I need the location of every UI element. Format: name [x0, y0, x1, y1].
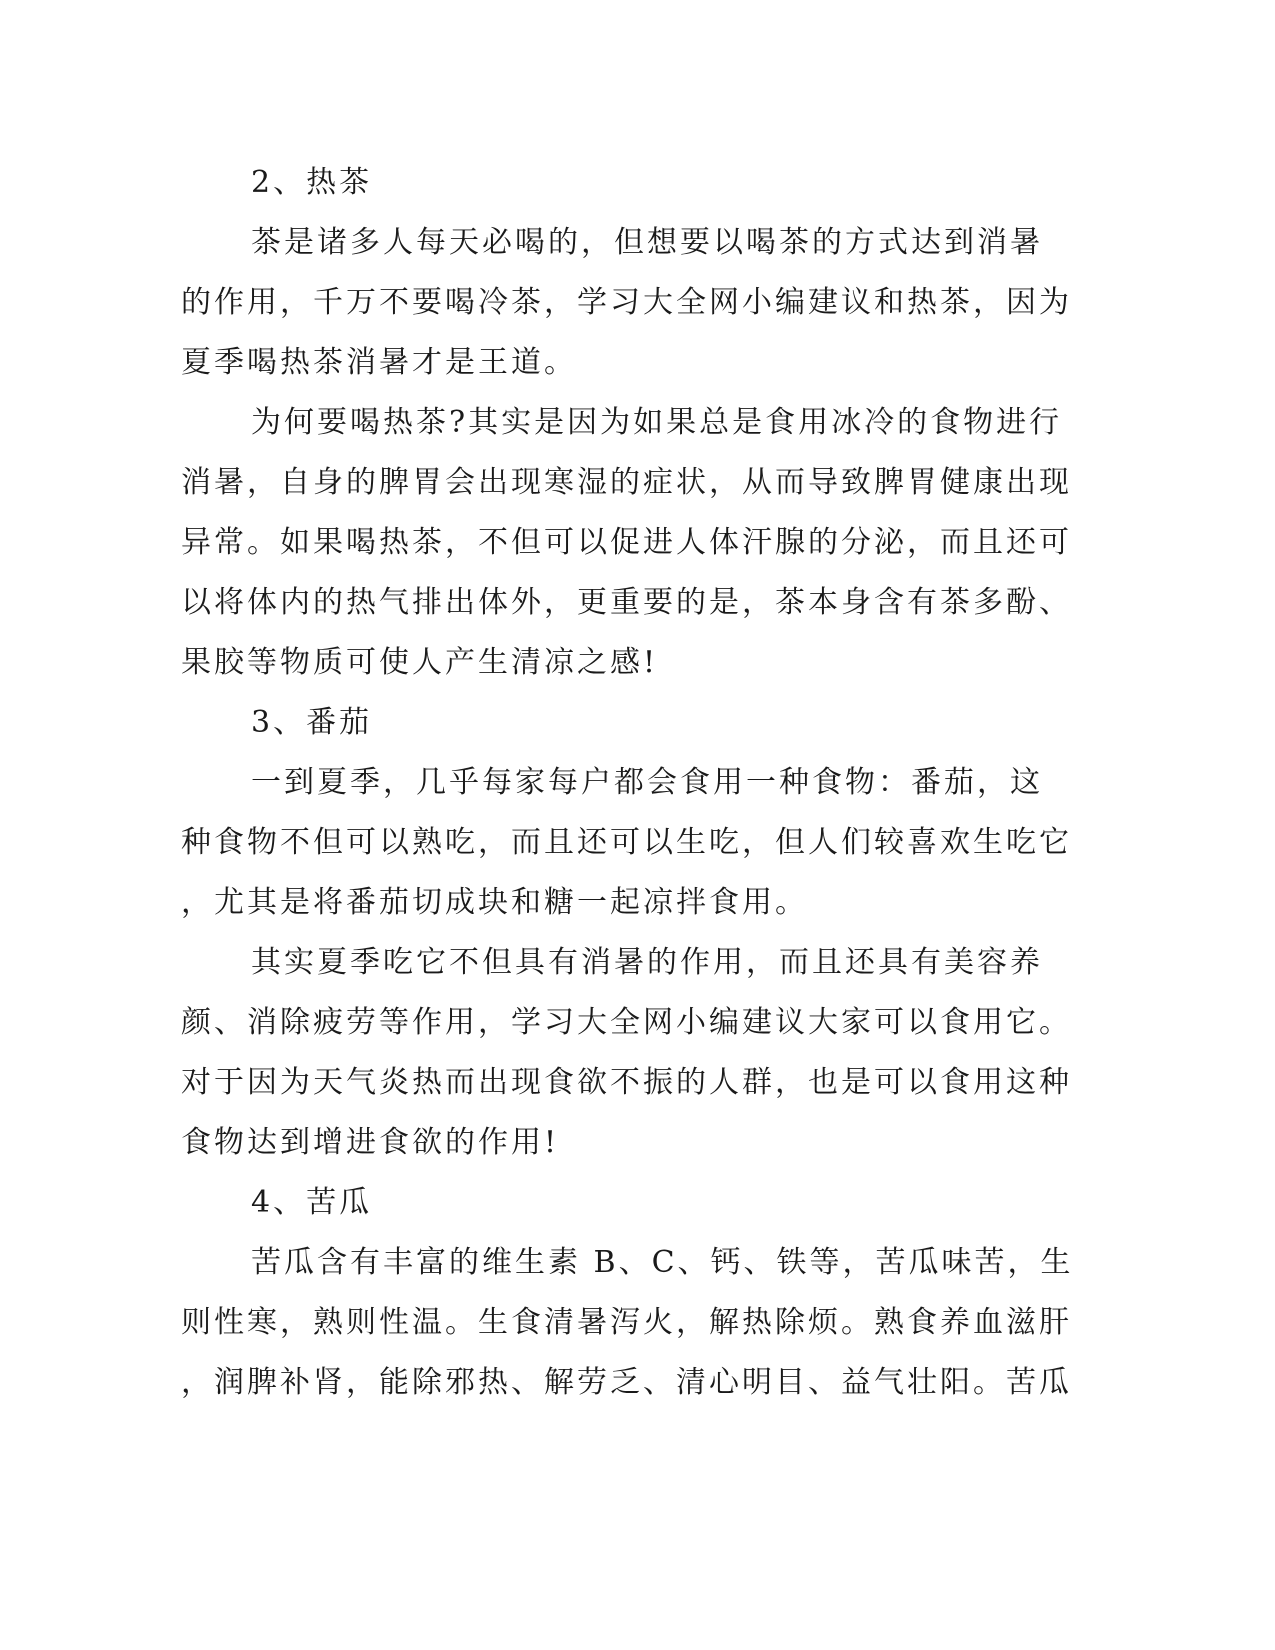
- paragraph-line: 对于因为天气炎热而出现食欲不振的人群，也是可以食用这种: [181, 1065, 1072, 1100]
- paragraph-line: 颜、消除疲劳等作用，学习大全网小编建议大家可以食用它。: [181, 1005, 1072, 1040]
- paragraph-line: 一到夏季，几乎每家每户都会食用一种食物：番茄，这: [251, 765, 1043, 800]
- paragraph-line: 为何要喝热茶?其实是因为如果总是食用冰冷的食物进行: [251, 405, 1063, 440]
- paragraph-line: 以将体内的热气排出体外，更重要的是，茶本身含有茶多酚、: [181, 585, 1072, 620]
- paragraph-line: 消暑，自身的脾胃会出现寒湿的症状，从而导致脾胃健康出现: [181, 465, 1072, 500]
- paragraph-line: 果胶等物质可使人产生清凉之感!: [181, 645, 659, 680]
- paragraph-line: 茶是诸多人每天必喝的，但想要以喝茶的方式达到消暑: [251, 225, 1043, 260]
- paragraph-line: 食物达到增进食欲的作用!: [181, 1125, 560, 1160]
- section-heading-bitter-melon: 4、苦瓜: [251, 1185, 373, 1220]
- paragraph-line: 种食物不但可以熟吃，而且还可以生吃，但人们较喜欢生吃它: [181, 825, 1072, 860]
- section-heading-hot-tea: 2、热茶: [251, 165, 373, 200]
- paragraph-line: 其实夏季吃它不但具有消暑的作用，而且还具有美容养: [251, 945, 1043, 980]
- paragraph-line: 苦瓜含有丰富的维生素 B、C、钙、铁等，苦瓜味苦，生: [251, 1245, 1074, 1280]
- section-heading-tomato: 3、番茄: [251, 705, 373, 740]
- document-body: [181, 153, 1074, 1413]
- paragraph-line: 夏季喝热茶消暑才是王道。: [181, 345, 577, 380]
- paragraph-line: 异常。如果喝热茶，不但可以促进人体汗腺的分泌，而且还可: [181, 525, 1072, 560]
- paragraph-line: ，尤其是将番茄切成块和糖一起凉拌食用。: [181, 885, 808, 920]
- paragraph-line: ，润脾补肾，能除邪热、解劳乏、清心明目、益气壮阳。苦瓜: [181, 1365, 1072, 1400]
- paragraph-line: 则性寒，熟则性温。生食清暑泻火，解热除烦。熟食养血滋肝: [181, 1305, 1072, 1340]
- paragraph-line: 的作用，千万不要喝冷茶，学习大全网小编建议和热茶，因为: [181, 285, 1072, 320]
